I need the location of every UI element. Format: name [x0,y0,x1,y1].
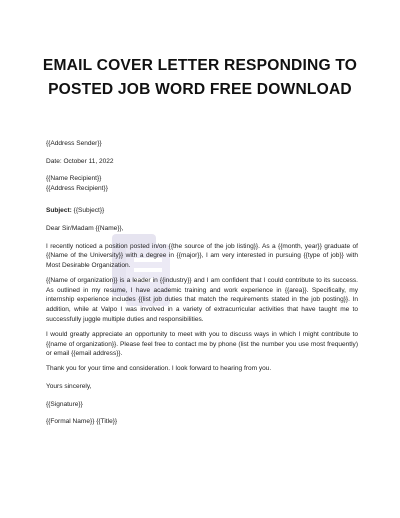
title-line-2: POSTED JOB WORD FREE DOWNLOAD [48,81,352,98]
paragraph-2: {{Name of organization}} is a leader in {{industry}} and I am confident that I could contribute to its success. As outlined in my resume, I have academic training and work experience in {{area}}. Specifically, my internship experience includes {{list job duties that match the requirements stated in the job posting}}. In addition, while at Valpo I was involved in a variety of extracurricular activities that have taught me to successfully juggle multiple duties and responsibilities. [46,277,358,323]
document-title [20,54,380,102]
closing: Yours sincerely, [46,383,92,391]
subject-line [46,206,358,216]
signature: {{Signature}} [46,400,83,408]
letter-body [46,139,358,427]
paragraph-4: Thank you for your time and consideration. I look forward to hearing from you. [46,365,272,373]
recipient-address: {{Address Recipient}} [46,184,108,192]
salutation: Dear Sir/Madam {{Name}}, [46,224,124,232]
letter-date: Date: October 11, 2022 [46,157,114,165]
formal-name-title: {{Formal Name}} {{Title}} [46,418,118,426]
recipient-name: {{Name Recipient}} [46,175,102,183]
paragraph-1: I recently noticed a position posted in/on {{the source of the job listing}}. As a {{month, year}} graduate of {{Name of the University}} with a degree in {{major}}, I am very interested in pursuing {{type of job}} with Most Desirable Organization. [46,242,358,269]
subject-value: {{Subject}} [71,207,105,215]
address-sender: {{Address Sender}} [46,140,102,147]
title-line-1: EMAIL COVER LETTER RESPONDING TO [42,57,358,74]
subject-label: Subject: [46,207,72,215]
paragraph-3: I would greatly appreciate an opportunity to meet with you to discuss ways in which I might contribute to {{name of organization}}. Please feel free to contact me by phone (list the number you use most frequently) or email {{email address}}. [46,330,358,358]
